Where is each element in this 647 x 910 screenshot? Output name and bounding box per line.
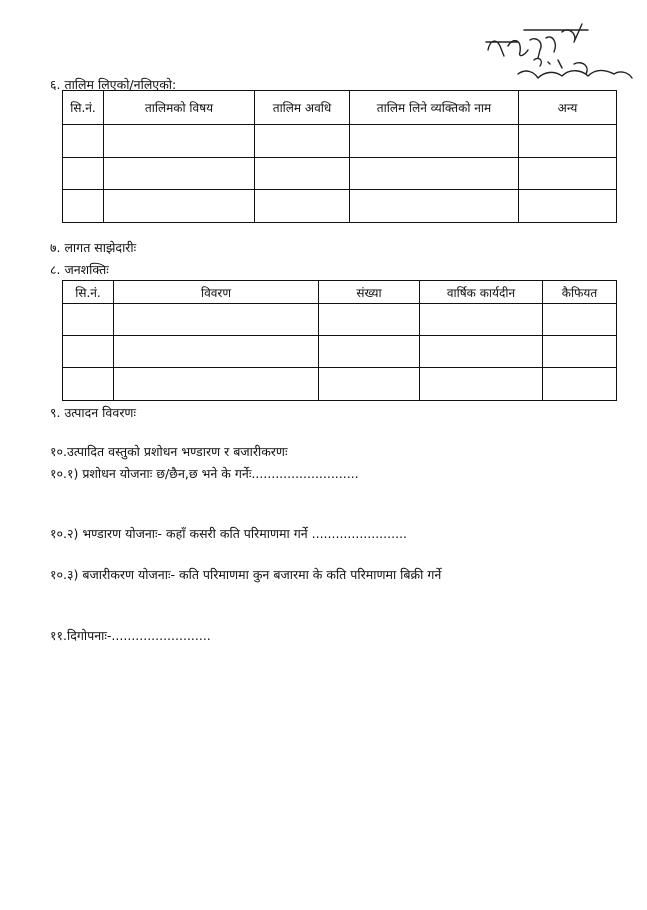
table-cell[interactable] — [114, 336, 319, 368]
table-row — [63, 158, 617, 190]
column-header: संख्या — [319, 281, 420, 304]
manpower-table-header — [63, 281, 617, 304]
training-table — [62, 90, 617, 223]
table-cell[interactable] — [63, 368, 114, 401]
storage-plan-line: १०.२) भण्डारण योजनाः- कहाँ कसरी कति परिमाणमा गर्ने ........................ — [50, 526, 407, 541]
section-9-heading: ९. उत्पादन विवरणः — [50, 405, 136, 420]
table-row — [63, 336, 617, 368]
table-cell[interactable] — [104, 125, 255, 158]
table-cell[interactable] — [255, 158, 350, 190]
table-cell[interactable] — [519, 190, 617, 223]
column-header: तालिम लिने व्यक्तिको नाम — [350, 91, 519, 125]
table-cell[interactable] — [114, 368, 319, 401]
table-cell[interactable] — [63, 304, 114, 336]
section-11-heading: ११.दिगोपनाः-......................... — [50, 628, 211, 643]
table-cell[interactable] — [350, 190, 519, 223]
marketing-plan-line: १०.३) बजारीकरण योजनाः- कति परिमाणमा कुन बजारमा के कति परिमाणमा बिक्री गर्ने — [50, 567, 442, 582]
table-cell[interactable] — [63, 336, 114, 368]
table-cell[interactable] — [420, 368, 543, 401]
table-cell[interactable] — [255, 190, 350, 223]
table-row — [63, 368, 617, 401]
column-header: विवरण — [114, 281, 319, 304]
column-header: तालिम अवधि — [255, 91, 350, 125]
table-cell[interactable] — [519, 158, 617, 190]
table-cell[interactable] — [104, 190, 255, 223]
table-cell[interactable] — [543, 304, 617, 336]
table-cell[interactable] — [350, 158, 519, 190]
table-cell[interactable] — [543, 368, 617, 401]
table-cell[interactable] — [543, 336, 617, 368]
column-header: अन्य — [519, 91, 617, 125]
table-row — [63, 190, 617, 223]
section-8-heading: ८. जनशक्तिः — [50, 262, 109, 277]
handwritten-signature — [478, 12, 638, 87]
section-7-heading: ७. लागत साझेदारीः — [50, 240, 137, 255]
table-cell[interactable] — [319, 368, 420, 401]
table-cell[interactable] — [319, 304, 420, 336]
column-header: कैफियत — [543, 281, 617, 304]
table-cell[interactable] — [63, 125, 104, 158]
column-header: तालिमको विषय — [104, 91, 255, 125]
table-cell[interactable] — [519, 125, 617, 158]
manpower-table — [62, 280, 617, 401]
section-6-heading: ६. तालिम लिएको/नलिएको: — [50, 77, 177, 92]
training-table-header — [63, 91, 617, 125]
processing-plan-line: १०.१) प्रशोधन योजनाः छ/छैन,छ भने के गर्नेः........................... — [50, 466, 359, 481]
table-cell[interactable] — [319, 336, 420, 368]
column-header: सि.नं. — [63, 281, 114, 304]
column-header: सि.नं. — [63, 91, 104, 125]
table-cell[interactable] — [255, 125, 350, 158]
table-cell[interactable] — [420, 304, 543, 336]
table-cell[interactable] — [63, 190, 104, 223]
column-header: वार्षिक कार्यदीन — [420, 281, 543, 304]
table-row — [63, 125, 617, 158]
table-cell[interactable] — [63, 158, 104, 190]
table-cell[interactable] — [114, 304, 319, 336]
table-cell[interactable] — [104, 158, 255, 190]
section-10-heading: १०.उत्पादित वस्तुको प्रशोधन भण्डारण र बजारीकरणः — [50, 444, 288, 459]
table-row — [63, 304, 617, 336]
table-cell[interactable] — [420, 336, 543, 368]
table-cell[interactable] — [350, 125, 519, 158]
